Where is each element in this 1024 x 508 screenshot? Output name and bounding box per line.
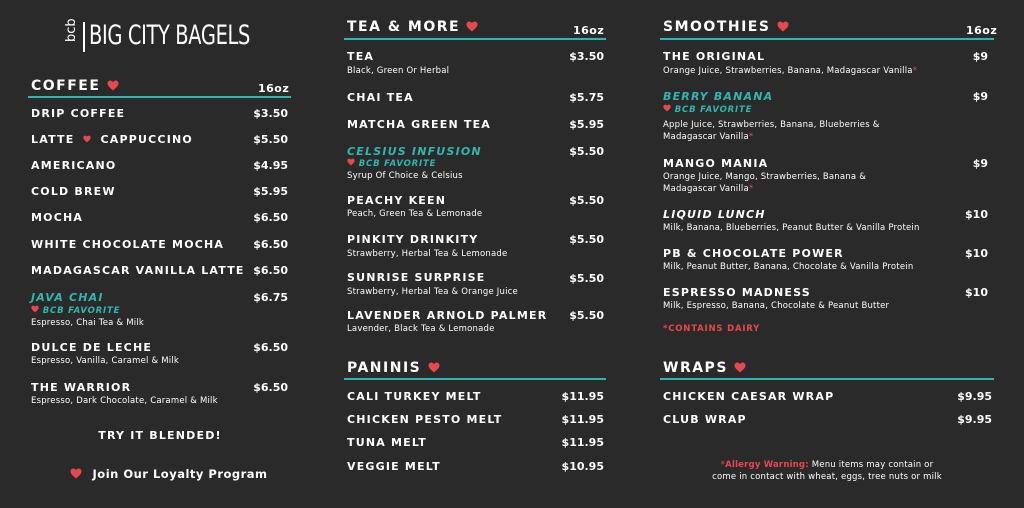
smoothie-espresso-name: ESPRESSO MADNESS xyxy=(663,286,811,299)
tea-size: 16oz xyxy=(573,24,605,37)
smoothies-rule xyxy=(660,38,994,40)
heart-icon xyxy=(31,305,39,313)
smoothie-mango-desc1: Orange Juice, Mango, Strawberries, Banana & xyxy=(663,172,867,182)
smoothies-size: 16oz xyxy=(966,24,998,37)
coffee-coldbrew-price: $5.95 xyxy=(253,185,288,198)
coffee-madagascar-name: MADAGASCAR VANILLA LATTE xyxy=(31,264,245,277)
allergy-warning-line2: come in contact with wheat, eggs, tree nuts or milk xyxy=(712,472,942,482)
panini-veggie-name: VEGGIE MELT xyxy=(347,460,441,473)
logo-name: BIG CITY BAGELS xyxy=(89,20,250,51)
smoothie-liquid-price: $10 xyxy=(965,208,988,221)
coffee-coldbrew-name: COLD BREW xyxy=(31,185,116,198)
smoothie-original-desc: Orange Juice, Strawberries, Banana, Madagascar Vanilla* xyxy=(663,66,918,76)
heart-icon xyxy=(83,135,91,143)
smoothie-berry-price: $9 xyxy=(972,90,988,103)
panini-cali-price: $11.95 xyxy=(561,390,604,403)
coffee-drip-price: $3.50 xyxy=(253,107,288,120)
heart-icon xyxy=(466,21,478,32)
smoothie-liquid-name: LIQUID LUNCH xyxy=(663,208,766,221)
coffee-americano-price: $4.95 xyxy=(253,159,288,172)
heart-icon xyxy=(70,468,82,479)
coffee-warrior-price: $6.50 xyxy=(253,381,288,394)
smoothie-berry-desc1: Apple Juice, Strawberries, Banana, Blueberries & xyxy=(663,120,880,130)
coffee-madagascar-price: $6.50 xyxy=(253,264,288,277)
tea-peachy-desc: Peach, Green Tea & Lemonade xyxy=(347,209,483,219)
smoothie-original-price: $9 xyxy=(972,50,988,63)
tea-chai-name: CHAI TEA xyxy=(347,91,414,104)
tea-tea-name: TEA xyxy=(347,50,375,63)
panini-veggie-price: $10.95 xyxy=(561,460,604,473)
tea-lavender-price: $5.50 xyxy=(569,309,604,322)
tea-rule xyxy=(344,38,606,40)
tea-celsius-price: $5.50 xyxy=(569,145,604,158)
tea-matcha-price: $5.95 xyxy=(569,118,604,131)
panini-pesto-name: CHICKEN PESTO MELT xyxy=(347,413,503,426)
tea-pinkity-desc: Strawberry, Herbal Tea & Lemonade xyxy=(347,249,508,259)
tea-pinkity-name: PINKITY DRINKITY xyxy=(347,233,479,246)
wrap-caesar-price: $9.95 xyxy=(957,390,992,403)
loyalty-program-link[interactable]: Join Our Loyalty Program xyxy=(70,467,268,481)
coffee-javachai-desc: Espresso, Chai Tea & Milk xyxy=(31,318,144,328)
tea-peachy-name: PEACHY KEEN xyxy=(347,194,447,207)
smoothie-berry-name: BERRY BANANA xyxy=(663,90,774,103)
coffee-size: 16oz xyxy=(258,82,290,95)
coffee-latte-price: $5.50 xyxy=(253,133,288,146)
panini-tuna-price: $11.95 xyxy=(561,436,604,449)
coffee-whitemocha-name: WHITE CHOCOLATE MOCHA xyxy=(31,238,225,251)
tea-celsius-desc: Syrup Of Choice & Celsius xyxy=(347,171,463,181)
smoothie-berry-desc2: Madagascar Vanilla* xyxy=(663,132,754,142)
coffee-mocha-name: MOCHA xyxy=(31,211,84,224)
coffee-dulce-price: $6.50 xyxy=(253,341,288,354)
panini-cali-name: CALI TURKEY MELT xyxy=(347,390,482,403)
tea-tea-desc: Black, Green Or Herbal xyxy=(347,66,450,76)
coffee-heading: COFFEE xyxy=(31,78,119,94)
wraps-rule xyxy=(660,378,994,380)
logo-divider xyxy=(83,22,85,52)
tea-lavender-name: LAVENDER ARNOLD PALMER xyxy=(347,309,548,322)
allergy-warning-line1: *Allergy Warning: Menu items may contain or xyxy=(720,460,934,470)
smoothie-pb-price: $10 xyxy=(965,247,988,260)
tea-lavender-desc: Lavender, Black Tea & Lemonade xyxy=(347,324,495,334)
smoothie-berry-fav: BCB FAVORITE xyxy=(663,104,752,115)
coffee-mocha-price: $6.50 xyxy=(253,211,288,224)
coffee-drip-name: DRIP COFFEE xyxy=(31,107,126,120)
heart-icon xyxy=(107,80,119,91)
coffee-dulce-name: DULCE DE LECHE xyxy=(31,341,153,354)
tea-sunrise-price: $5.50 xyxy=(569,272,604,285)
tea-heading: TEA & MORE xyxy=(347,19,478,35)
tea-chai-price: $5.75 xyxy=(569,91,604,104)
coffee-americano-name: AMERICANO xyxy=(31,159,117,172)
heart-icon xyxy=(777,21,789,32)
coffee-javachai-name: JAVA CHAI xyxy=(31,291,104,304)
smoothie-espresso-desc: Milk, Espresso, Banana, Chocolate & Peanut Butter xyxy=(663,301,890,311)
coffee-javachai-price: $6.75 xyxy=(253,291,288,304)
heart-icon xyxy=(347,158,355,166)
contains-dairy-note: *CONTAINS DAIRY xyxy=(663,324,761,334)
smoothie-mango-desc2: Madagascar Vanilla* xyxy=(663,184,754,194)
smoothie-original-name: THE ORIGINAL xyxy=(663,50,766,63)
wraps-heading: WRAPS xyxy=(663,360,746,376)
smoothies-heading: SMOOTHIES xyxy=(663,19,789,35)
wrap-club-name: CLUB WRAP xyxy=(663,413,747,426)
smoothie-espresso-price: $10 xyxy=(965,286,988,299)
panini-tuna-name: TUNA MELT xyxy=(347,436,427,449)
coffee-warrior-name: THE WARRIOR xyxy=(31,381,132,394)
paninis-rule xyxy=(344,378,606,380)
coffee-whitemocha-price: $6.50 xyxy=(253,238,288,251)
smoothie-mango-name: MANGO MANIA xyxy=(663,157,769,170)
logo-mark: bcb xyxy=(64,18,79,42)
coffee-dulce-desc: Espresso, Vanilla, Caramel & Milk xyxy=(31,356,179,366)
smoothie-mango-price: $9 xyxy=(972,157,988,170)
wrap-club-price: $9.95 xyxy=(957,413,992,426)
coffee-warrior-desc: Espresso, Dark Chocolate, Caramel & Milk xyxy=(31,396,218,406)
panini-pesto-price: $11.95 xyxy=(561,413,604,426)
tea-pinkity-price: $5.50 xyxy=(569,233,604,246)
tea-celsius-fav: BCB FAVORITE xyxy=(347,158,436,169)
smoothie-pb-name: PB & CHOCOLATE POWER xyxy=(663,247,844,260)
coffee-javachai-fav: BCB FAVORITE xyxy=(31,305,120,316)
tea-peachy-price: $5.50 xyxy=(569,194,604,207)
paninis-heading: PANINIS xyxy=(347,360,440,376)
wrap-caesar-name: CHICKEN CAESAR WRAP xyxy=(663,390,835,403)
smoothie-pb-desc: Milk, Peanut Butter, Banana, Chocolate & Vanilla Protein xyxy=(663,262,914,272)
heart-icon xyxy=(734,362,746,373)
smoothie-liquid-desc: Milk, Banana, Blueberries, Peanut Butter & Vanilla Protein xyxy=(663,223,920,233)
tea-celsius-name: CELSIUS INFUSION xyxy=(347,145,482,158)
coffee-rule xyxy=(28,96,291,98)
coffee-latte-name: LATTE CAPPUCCINO xyxy=(31,133,193,146)
tea-tea-price: $3.50 xyxy=(569,50,604,63)
heart-icon xyxy=(663,104,671,112)
tea-sunrise-name: SUNRISE SURPRISE xyxy=(347,271,486,284)
tea-matcha-name: MATCHA GREEN TEA xyxy=(347,118,492,131)
try-blended: TRY IT BLENDED! xyxy=(98,429,222,442)
heart-icon xyxy=(428,362,440,373)
tea-sunrise-desc: Strawberry, Herbal Tea & Orange Juice xyxy=(347,287,518,297)
